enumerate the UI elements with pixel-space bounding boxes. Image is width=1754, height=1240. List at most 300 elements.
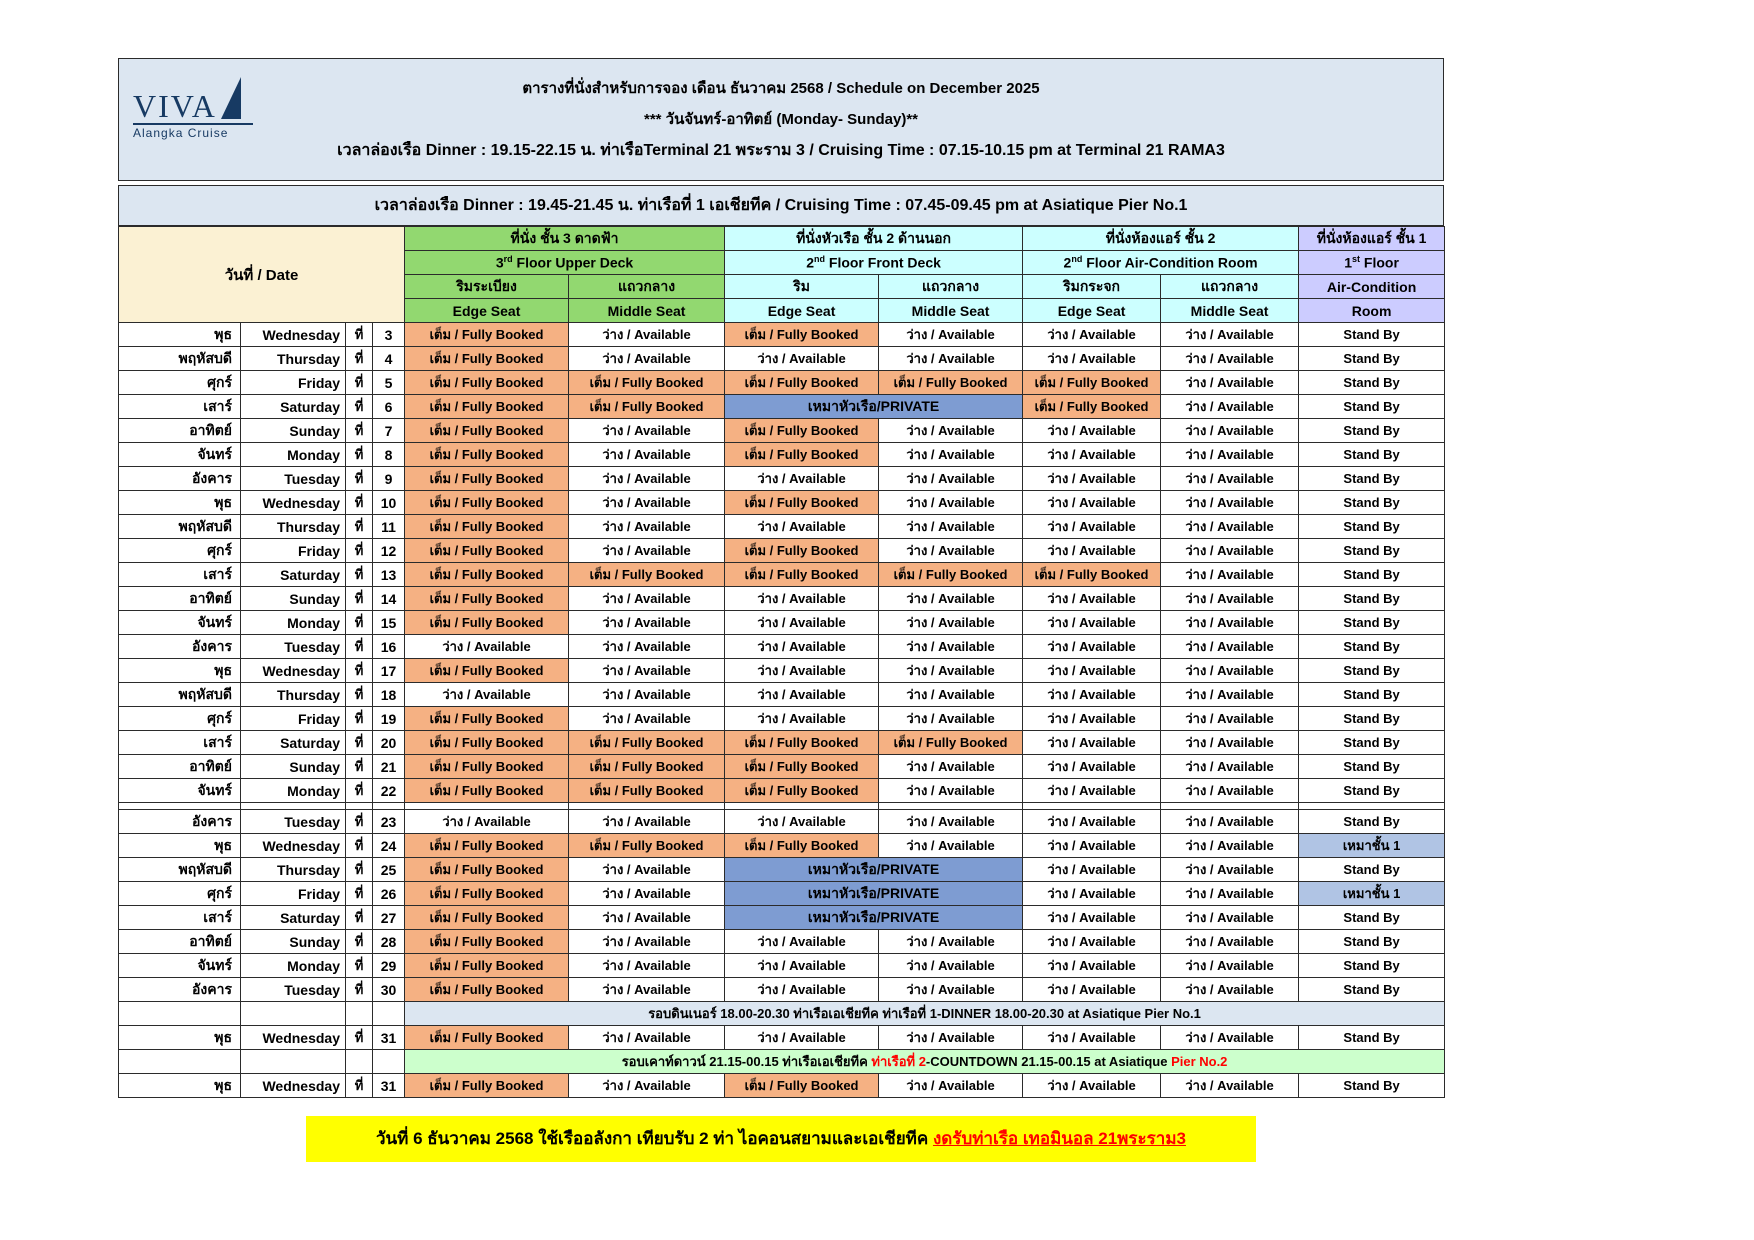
seat-header-thai-1-2: แถวกลาง [569,275,725,299]
day-english: Monday [241,779,346,803]
status-cell-available: ว่าง / Available [1161,323,1299,347]
status-cell-available: ว่าง / Available [569,323,725,347]
band-empty-cell [346,1002,373,1026]
row-dec-21 [119,755,1445,779]
status-cell-available: ว่าง / Available [725,683,879,707]
status-cell-booked: เต็ม / Fully Booked [405,443,569,467]
status-cell-booked: เต็ม / Fully Booked [879,563,1023,587]
status-cell-available: ว่าง / Available [1161,707,1299,731]
day-english: Friday [241,707,346,731]
status-cell-booked: เต็ม / Fully Booked [405,779,569,803]
status-cell-standby: Stand By [1299,347,1445,371]
status-cell-standby: Stand By [1299,587,1445,611]
status-cell-available: ว่าง / Available [879,611,1023,635]
status-cell-available: ว่าง / Available [725,1026,879,1050]
row-dec-31 [119,1026,1445,1050]
day-number: 25 [373,858,405,882]
status-cell-booked: เต็ม / Fully Booked [405,611,569,635]
status-cell-booked: เต็ม / Fully Booked [405,419,569,443]
spacer-cell [241,803,346,810]
status-cell-available: ว่าง / Available [1161,683,1299,707]
status-cell-available: ว่าง / Available [725,659,879,683]
day-number: 31 [373,1074,405,1098]
day-english: Tuesday [241,635,346,659]
day-thai: อาทิตย์ [119,755,241,779]
status-cell-available: ว่าง / Available [1161,954,1299,978]
day-ti-label: ที่ [346,683,373,707]
status-cell-booked: เต็ม / Fully Booked [405,834,569,858]
status-cell-available: ว่าง / Available [1023,930,1161,954]
day-english: Saturday [241,395,346,419]
status-cell-available: ว่าง / Available [1023,587,1161,611]
seat-header-eng-3-2: Middle Seat [1161,299,1299,323]
seat-header-eng-1-2: Middle Seat [569,299,725,323]
day-english: Friday [241,539,346,563]
day-ti-label: ที่ [346,611,373,635]
status-cell-available: ว่าง / Available [1161,1074,1299,1098]
status-cell-available: ว่าง / Available [879,515,1023,539]
day-number: 5 [373,371,405,395]
status-cell-available: ว่าง / Available [1023,539,1161,563]
status-cell-booked: เต็ม / Fully Booked [725,1074,879,1098]
status-cell-standby: Stand By [1299,683,1445,707]
day-ti-label: ที่ [346,371,373,395]
day-number: 14 [373,587,405,611]
day-number: 21 [373,755,405,779]
status-cell-booked: เต็ม / Fully Booked [405,978,569,1002]
day-number: 18 [373,683,405,707]
day-ti-label: ที่ [346,858,373,882]
status-cell-available: ว่าง / Available [1161,779,1299,803]
status-cell-available: ว่าง / Available [405,683,569,707]
status-cell-available: ว่าง / Available [569,611,725,635]
status-cell-standby: Stand By [1299,930,1445,954]
day-number: 30 [373,978,405,1002]
countdown-band-segment: รอบเคาท์ดาวน์ 21.15-00.15 ท่าเรือเอเชียทีค [621,1054,872,1069]
status-cell-available: ว่าง / Available [569,810,725,834]
status-cell-available: ว่าง / Available [725,930,879,954]
status-cell-booked: เต็ม / Fully Booked [725,539,879,563]
status-cell-booked: เต็ม / Fully Booked [725,731,879,755]
status-cell-booked: เต็ม / Fully Booked [405,930,569,954]
day-thai: จันทร์ [119,779,241,803]
band-empty-cell [346,1050,373,1074]
status-cell-booked: เต็ม / Fully Booked [405,1074,569,1098]
status-cell-booked: เต็ม / Fully Booked [405,587,569,611]
row-dec-6 [119,395,1445,419]
status-cell-available: ว่าง / Available [569,978,725,1002]
status-cell-available: ว่าง / Available [879,491,1023,515]
day-thai: ศุกร์ [119,707,241,731]
day-english: Tuesday [241,978,346,1002]
day-ti-label: ที่ [346,443,373,467]
status-cell-available: ว่าง / Available [1023,810,1161,834]
status-cell-available: ว่าง / Available [569,906,725,930]
day-english: Monday [241,611,346,635]
status-cell-available: ว่าง / Available [879,539,1023,563]
status-cell-booked: เต็ม / Fully Booked [725,371,879,395]
status-cell-available: ว่าง / Available [1023,834,1161,858]
status-cell-available: ว่าง / Available [1161,467,1299,491]
day-number: 22 [373,779,405,803]
day-thai: พฤหัสบดี [119,347,241,371]
status-cell-available: ว่าง / Available [569,858,725,882]
day-number: 3 [373,323,405,347]
logo-wordmark [133,77,253,124]
status-cell-booked: เต็ม / Fully Booked [405,371,569,395]
cruising-time-asiatique-band: เวลาล่องเรือ Dinner : 19.45-21.45 น. ท่าเรือที่ 1 เอเชียทีค / Cruising Time : 07.45-09.45 pm at Asiatique Pier No.1 [118,185,1444,226]
day-ti-label: ที่ [346,395,373,419]
status-cell-available: ว่าง / Available [1023,954,1161,978]
status-cell-booked: เต็ม / Fully Booked [1023,395,1161,419]
status-cell-booked: เต็ม / Fully Booked [725,491,879,515]
seat-header-thai-3-2: แถวกลาง [1161,275,1299,299]
countdown-band-segment: Pier No.2 [1171,1054,1228,1069]
status-cell-available: ว่าง / Available [879,443,1023,467]
status-cell-private: เหมาหัวเรือ/PRIVATE [725,906,1023,930]
day-ti-label: ที่ [346,347,373,371]
day-ti-label: ที่ [346,659,373,683]
table-body [119,323,1445,1098]
status-cell-standby: Stand By [1299,659,1445,683]
day-ti-label: ที่ [346,563,373,587]
status-cell-available: ว่าง / Available [569,635,725,659]
day-number: 4 [373,347,405,371]
day-number: 12 [373,539,405,563]
status-cell-available: ว่าง / Available [1161,810,1299,834]
status-cell-booked: เต็ม / Fully Booked [725,779,879,803]
spacer-cell [1023,803,1161,810]
day-ti-label: ที่ [346,539,373,563]
day-thai: อาทิตย์ [119,419,241,443]
seat-header-eng-3-1: Edge Seat [1023,299,1161,323]
day-thai: เสาร์ [119,395,241,419]
day-ti-label: ที่ [346,755,373,779]
day-number: 29 [373,954,405,978]
status-cell-available: ว่าง / Available [1161,1026,1299,1050]
status-cell-available: ว่าง / Available [1161,515,1299,539]
status-cell-booked: เต็ม / Fully Booked [725,323,879,347]
day-thai: ศุกร์ [119,882,241,906]
spacer-cell [569,803,725,810]
seat-header-thai-2-1: ริม [725,275,879,299]
status-cell-available: ว่าง / Available [879,683,1023,707]
status-cell-booked: เต็ม / Fully Booked [569,755,725,779]
status-cell-available: ว่าง / Available [1161,659,1299,683]
seat-header-thai-1-1: ริมระเบียง [405,275,569,299]
sail-icon [219,77,243,121]
status-cell-standby: Stand By [1299,779,1445,803]
status-cell-available: ว่าง / Available [879,978,1023,1002]
status-cell-available: ว่าง / Available [1023,779,1161,803]
day-english: Thursday [241,858,346,882]
status-cell-available: ว่าง / Available [569,347,725,371]
day-thai: อังคาร [119,635,241,659]
status-cell-available: ว่าง / Available [405,635,569,659]
row-dec-15 [119,611,1445,635]
notice-alert-text: งดรับท่าเรือ เทอมินอล 21พระราม3 [932,1129,1186,1148]
status-cell-booked: เต็ม / Fully Booked [405,707,569,731]
status-cell-available: ว่าง / Available [879,1074,1023,1098]
status-cell-available: ว่าง / Available [725,954,879,978]
status-cell-available: ว่าง / Available [1161,906,1299,930]
day-thai: เสาร์ [119,906,241,930]
day-ti-label: ที่ [346,635,373,659]
day-thai: อังคาร [119,467,241,491]
status-cell-available: ว่าง / Available [1023,443,1161,467]
cruising-time-terminal21: เวลาล่องเรือ Dinner : 19.15-22.15 น. ท่าเรือTerminal 21 พระราม 3 / Cruising Time : 07.15-10.15 pm at Terminal 21 RAMA3 [337,142,1225,159]
date-column-header: วันที่ / Date [119,227,405,323]
status-cell-available: ว่าง / Available [569,515,725,539]
status-cell-standby: Stand By [1299,635,1445,659]
status-cell-booked: เต็ม / Fully Booked [405,539,569,563]
status-cell-available: ว่าง / Available [1161,371,1299,395]
zone-header-thai-1: ที่นั่ง ชั้น 3 ดาดฟ้า [405,227,725,251]
row-dec-22 [119,779,1445,803]
day-english: Wednesday [241,834,346,858]
status-cell-available: ว่าง / Available [1023,635,1161,659]
day-thai: พฤหัสบดี [119,858,241,882]
spacer-cell [1299,803,1445,810]
zone-header-eng-2: 2nd Floor Front Deck [725,251,1023,275]
row-dec-18 [119,683,1445,707]
status-cell-available: ว่าง / Available [725,515,879,539]
zone-header-thai-2: ที่นั่งหัวเรือ ชั้น 2 ด้านนอก [725,227,1023,251]
status-cell-standby: Stand By [1299,419,1445,443]
status-cell-booked: เต็ม / Fully Booked [405,731,569,755]
day-english: Monday [241,443,346,467]
notice-banner [306,1116,1256,1162]
zone-header-eng-floor1: 1st Floor [1299,251,1445,275]
status-cell-booked: เต็ม / Fully Booked [725,834,879,858]
status-cell-available: ว่าง / Available [1023,515,1161,539]
countdown-band-segment: -COUNTDOWN 21.15-00.15 at Asiatique [925,1054,1172,1069]
status-cell-standby: Stand By [1299,1074,1445,1098]
status-cell-standby: Stand By [1299,539,1445,563]
status-cell-available: ว่าง / Available [1023,755,1161,779]
status-cell-available: ว่าง / Available [569,467,725,491]
status-cell-available: ว่าง / Available [879,779,1023,803]
status-cell-available: ว่าง / Available [569,491,725,515]
day-thai: ศุกร์ [119,371,241,395]
day-number: 15 [373,611,405,635]
status-cell-available: ว่าง / Available [1023,858,1161,882]
day-thai: จันทร์ [119,443,241,467]
status-cell-private: เหมาหัวเรือ/PRIVATE [725,882,1023,906]
day-thai: อังคาร [119,810,241,834]
status-cell-available: ว่าง / Available [1023,731,1161,755]
status-cell-available: ว่าง / Available [1161,755,1299,779]
day-number: 26 [373,882,405,906]
day-ti-label: ที่ [346,467,373,491]
status-cell-available: ว่าง / Available [1023,347,1161,371]
status-cell-standby: Stand By [1299,563,1445,587]
day-english: Thursday [241,515,346,539]
row-dec-7 [119,419,1445,443]
status-cell-available: ว่าง / Available [879,834,1023,858]
day-number: 6 [373,395,405,419]
spacer-cell [879,803,1023,810]
status-cell-standby: Stand By [1299,443,1445,467]
day-thai: จันทร์ [119,611,241,635]
spacer-cell [405,803,569,810]
day-thai: เสาร์ [119,563,241,587]
logo-subtitle: Alangka Cruise [133,123,253,140]
spacer-cell [119,803,241,810]
status-cell-available: ว่าง / Available [1161,443,1299,467]
status-cell-standby: Stand By [1299,755,1445,779]
status-cell-booked: เต็ม / Fully Booked [405,1026,569,1050]
status-cell-standby: Stand By [1299,707,1445,731]
status-cell-available: ว่าง / Available [879,930,1023,954]
status-cell-available: ว่าง / Available [1023,491,1161,515]
status-cell-standby: Stand By [1299,810,1445,834]
dinner-band-row [119,1002,1445,1026]
logo-brand-text: VIVA [133,88,217,124]
band-empty-cell [373,1002,405,1026]
row-dec-16 [119,635,1445,659]
status-cell-charter-floor1: เหมาชั้น 1 [1299,834,1445,858]
status-cell-available: ว่าง / Available [725,587,879,611]
dinner-band-segment: รอบดินเนอร์ 18.00-20.30 ท่าเรือเอเชียทีค ท่าเรือที่ 1-DINNER 18.00-20.30 at Asiatique Pier No.1 [648,1006,1201,1021]
day-english: Wednesday [241,1026,346,1050]
status-cell-booked: เต็ม / Fully Booked [405,659,569,683]
status-cell-booked: เต็ม / Fully Booked [405,323,569,347]
status-cell-available: ว่าง / Available [569,954,725,978]
status-cell-available: ว่าง / Available [1161,858,1299,882]
status-cell-available: ว่าง / Available [879,707,1023,731]
day-english: Thursday [241,683,346,707]
status-cell-available: ว่าง / Available [1023,659,1161,683]
status-cell-available: ว่าง / Available [1161,882,1299,906]
status-cell-available: ว่าง / Available [879,323,1023,347]
day-number: 13 [373,563,405,587]
row-dec-29 [119,954,1445,978]
spacer-cell [346,803,373,810]
table-header [119,227,1445,323]
day-ti-label: ที่ [346,906,373,930]
day-english: Saturday [241,906,346,930]
spacer-cell [373,803,405,810]
day-number: 9 [373,467,405,491]
row-dec-20 [119,731,1445,755]
row-dec-19 [119,707,1445,731]
status-cell-booked: เต็ม / Fully Booked [725,755,879,779]
status-cell-available: ว่าง / Available [1161,930,1299,954]
zone-header-eng-3: 2nd Floor Air-Condition Room [1023,251,1299,275]
status-cell-available: ว่าง / Available [1161,395,1299,419]
band-empty-cell [241,1050,346,1074]
status-cell-available: ว่าง / Available [725,635,879,659]
status-cell-available: ว่าง / Available [405,810,569,834]
status-cell-available: ว่าง / Available [1161,587,1299,611]
status-cell-available: ว่าง / Available [725,810,879,834]
day-number: 10 [373,491,405,515]
status-cell-available: ว่าง / Available [569,539,725,563]
day-english: Wednesday [241,323,346,347]
status-cell-standby: Stand By [1299,515,1445,539]
day-number: 23 [373,810,405,834]
status-cell-available: ว่าง / Available [879,810,1023,834]
status-cell-available: ว่าง / Available [1023,323,1161,347]
band-empty-cell [119,1002,241,1026]
day-ti-label: ที่ [346,323,373,347]
day-number: 17 [373,659,405,683]
spacer-cell [725,803,879,810]
status-cell-booked: เต็ม / Fully Booked [569,834,725,858]
day-english: Tuesday [241,467,346,491]
status-cell-booked: เต็ม / Fully Booked [405,755,569,779]
day-number: 16 [373,635,405,659]
status-cell-available: ว่าง / Available [569,930,725,954]
day-ti-label: ที่ [346,707,373,731]
status-cell-standby: Stand By [1299,858,1445,882]
status-cell-booked: เต็ม / Fully Booked [405,563,569,587]
status-cell-available: ว่าง / Available [879,347,1023,371]
status-cell-charter-floor1: เหมาชั้น 1 [1299,882,1445,906]
status-cell-available: ว่าง / Available [1161,635,1299,659]
status-cell-available: ว่าง / Available [1023,419,1161,443]
row-dec-17 [119,659,1445,683]
day-ti-label: ที่ [346,882,373,906]
day-thai: อาทิตย์ [119,587,241,611]
status-cell-available: ว่าง / Available [725,611,879,635]
day-english: Saturday [241,731,346,755]
day-ti-label: ที่ [346,731,373,755]
day-ti-label: ที่ [346,978,373,1002]
day-english: Sunday [241,587,346,611]
zone-header-thai-3: ที่นั่งห้องแอร์ ชั้น 2 [1023,227,1299,251]
status-cell-booked: เต็ม / Fully Booked [405,858,569,882]
row-dec-5 [119,371,1445,395]
seat-header-eng-2-2: Middle Seat [879,299,1023,323]
day-ti-label: ที่ [346,810,373,834]
status-cell-booked: เต็ม / Fully Booked [405,347,569,371]
day-ti-label: ที่ [346,1026,373,1050]
day-thai: พุธ [119,659,241,683]
day-number: 7 [373,419,405,443]
day-ti-label: ที่ [346,1074,373,1098]
status-cell-booked: เต็ม / Fully Booked [1023,371,1161,395]
row-dec-11 [119,515,1445,539]
day-number: 24 [373,834,405,858]
status-cell-standby: Stand By [1299,491,1445,515]
status-cell-booked: เต็ม / Fully Booked [405,906,569,930]
countdown-band-row [119,1050,1445,1074]
status-cell-standby: Stand By [1299,611,1445,635]
day-thai: อังคาร [119,978,241,1002]
countdown-band-label [405,1050,1445,1074]
day-number: 20 [373,731,405,755]
day-english: Friday [241,882,346,906]
status-cell-standby: Stand By [1299,467,1445,491]
status-cell-available: ว่าง / Available [1161,419,1299,443]
status-cell-available: ว่าง / Available [879,467,1023,491]
day-thai: พุธ [119,1074,241,1098]
status-cell-available: ว่าง / Available [1161,563,1299,587]
day-ti-label: ที่ [346,954,373,978]
status-cell-booked: เต็ม / Fully Booked [569,371,725,395]
row-dec-31 [119,1074,1445,1098]
day-number: 19 [373,707,405,731]
status-cell-available: ว่าง / Available [879,419,1023,443]
notice-text: วันที่ 6 ธันวาคม 2568 ใช้เรืออลังกา เทียบรับ 2 ท่า ไอคอนสยามและเอเชียทีค [376,1129,933,1148]
row-dec-25 [119,858,1445,882]
day-ti-label: ที่ [346,779,373,803]
status-cell-available: ว่าง / Available [879,587,1023,611]
status-cell-available: ว่าง / Available [1161,731,1299,755]
status-cell-booked: เต็ม / Fully Booked [725,419,879,443]
